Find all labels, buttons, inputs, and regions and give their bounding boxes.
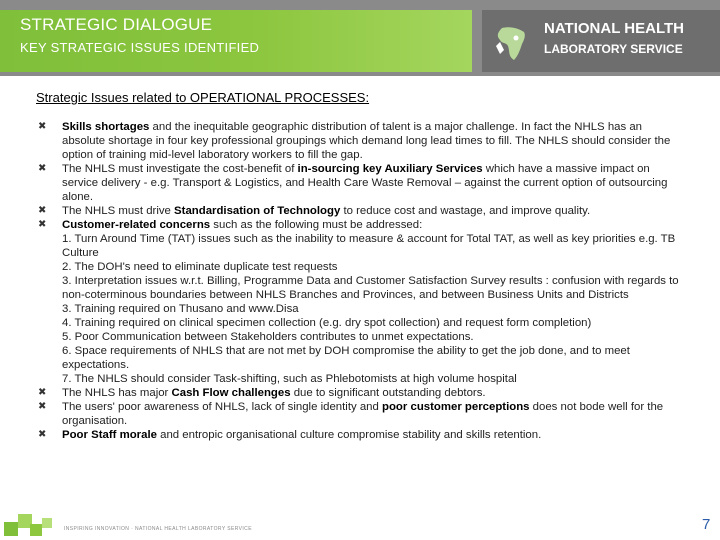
page-number: 7 [702,516,711,533]
logo-line1: NATIONAL HEALTH [544,20,684,37]
x-mark-icon: ✖ [38,163,47,174]
sub-item: 3. Training required on Thusano and www.Disa [62,303,299,315]
sub-item: 7. The NHLS should consider Task-shifting, such as Phlebotomists at high volume hospital [62,373,517,385]
sub-item: 4. Training required on clinical specimen collection (e.g. dry spot collection) and request form completion) [62,317,592,329]
item-pre: The NHLS has major [62,387,172,399]
x-mark-icon: ✖ [38,401,47,412]
item-bold: Customer-related concerns [62,219,211,231]
logo-line2: LABORATORY SERVICE [544,42,683,56]
africa-map-icon [490,22,532,64]
sub-item: 3. Interpretation issues w.r.t. Billing, Programme Data and Customer Satisfaction Survey results : confusion with regards to non-coterminous boundaries between NHLS Branches and Provinces, and between Business Units and Districts [62,275,679,301]
x-mark-icon: ✖ [38,429,47,440]
sub-item: 2. The DOH's need to eliminate duplicate test requests [62,261,338,273]
list-item [38,218,688,232]
item-text: due to significant outstanding debtors. [290,387,486,399]
item-pre: The NHLS must drive [62,205,175,217]
footer-text: INSPIRING INNOVATION · NATIONAL HEALTH LABORATORY SERVICE [64,526,252,532]
item-text: and the inequitable geographic distribution of talent is a major challenge. In fact the NHLS has an absolute shortage in four key professional groupings which demand long lead times to fill. The NHLS should consider the option of training mid-level laboratory workers to fill the gap. [62,121,671,161]
item-text: which have a massive impact on service delivery - e.g. Transport & Logistics, and Health Care Waste Removal – against the current option of outsourcing alone. [62,163,668,203]
list-item [38,428,688,442]
item-text: such as the following must be addressed: [210,219,423,231]
list-item [38,204,688,218]
item-bold: poor customer perceptions [382,401,530,413]
x-mark-icon: ✖ [38,219,47,230]
list-item [38,386,688,400]
item-bold: in-sourcing key Auxiliary Services [297,163,483,175]
slide-title: STRATEGIC DIALOGUE [20,15,213,34]
item-text: does not bode well for the organisation. [62,401,664,427]
item-pre: The users' poor awareness of NHLS, lack of single identity and [62,401,383,413]
slide-subtitle: KEY STRATEGIC ISSUES IDENTIFIED [20,40,260,55]
list-item [38,400,688,428]
item-bold: Skills shortages [62,121,150,133]
sub-item: 6. Space requirements of NHLS that are not met by DOH compromise the ability to get the job done, and to meet expectations. [62,345,630,371]
list-item [38,120,688,162]
item-pre: The NHLS must investigate the cost-benefit of [62,163,298,175]
item-bold: Poor Staff morale [62,429,157,441]
section-title: Strategic Issues related to OPERATIONAL PROCESSES: [36,90,370,105]
list-item [38,162,688,204]
sub-item: 5. Poor Communication between Stakeholders contributes to unmet expectations. [62,331,474,343]
item-text: to reduce cost and wastage, and improve quality. [340,205,591,217]
item-text: and entropic organisational culture compromise stability and skills retention. [156,429,542,441]
x-mark-icon: ✖ [38,121,47,132]
sub-item: 1. Turn Around Time (TAT) issues such as the inability to measure & account for Total TAT, as well as key priorities e.g. TB Culture [62,233,676,259]
green-cubes-icon [0,508,60,540]
issues-list [38,120,688,442]
x-mark-icon: ✖ [38,205,47,216]
item-bold: Standardisation of Technology [174,205,341,217]
x-mark-icon: ✖ [38,387,47,398]
item-bold: Cash Flow challenges [171,387,291,399]
